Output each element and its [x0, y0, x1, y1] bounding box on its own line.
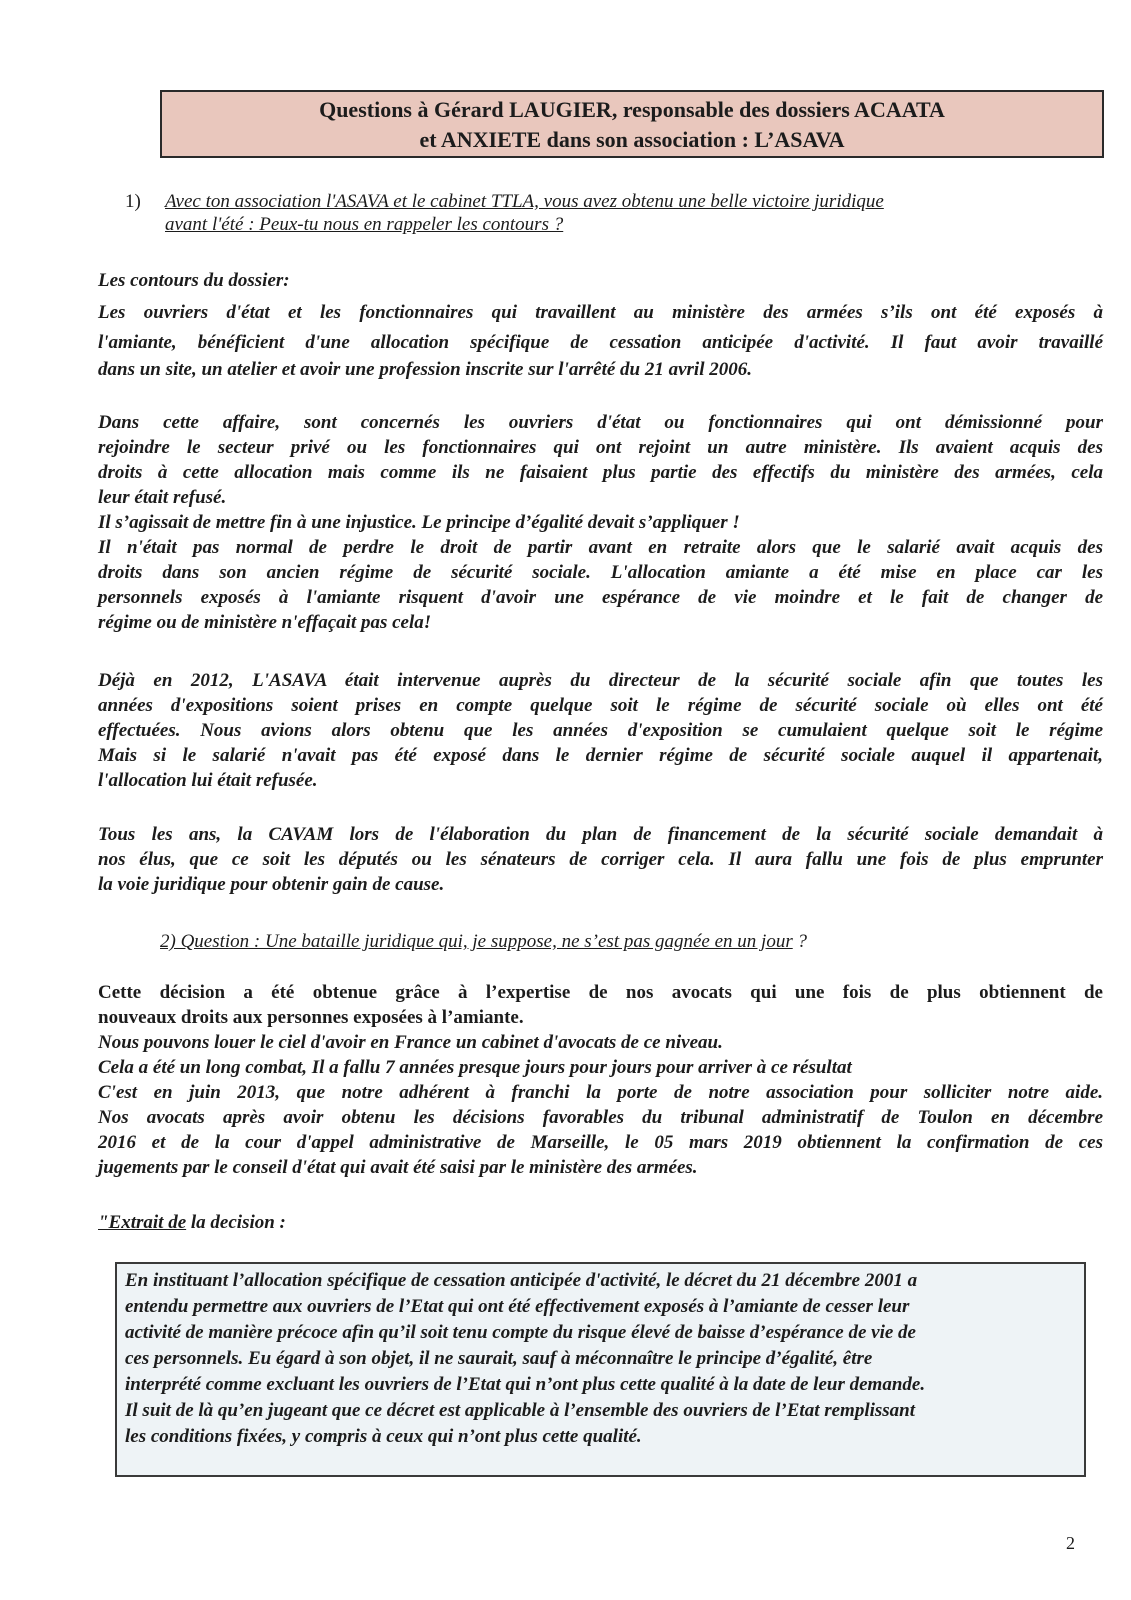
extract-heading-underlined: "Extrait de — [98, 1212, 187, 1233]
quote-line: En instituant l’allocation spécifique de cessation anticipée d'activité, le décret du 21 décembre 2001 a — [125, 1270, 918, 1291]
paragraph-line: 2016 et de la cour d'appel administrative de Marseille, le 05 mars 2019 obtiennent la confirmation de ces — [98, 1132, 1103, 1153]
paragraph-line: Nos avocats après avoir obtenu les décisions favorables du tribunal administratif de Toulon en décembre — [98, 1107, 1103, 1128]
question-1-text — [165, 190, 884, 236]
quote-line: Il suit de là qu’en jugeant que ce décret est applicable à l’ensemble des ouvriers de l’Etat remplissant — [125, 1400, 916, 1421]
contours-heading: Les contours du dossier: — [98, 270, 290, 291]
answer-2 — [98, 980, 1103, 1180]
paragraph-1 — [98, 297, 1103, 382]
quote-line: les conditions fixées, y compris à ceux qui n’ont plus cette qualité. — [125, 1426, 642, 1447]
paragraph-line: droits dans son ancien régime de sécurité sociale. L'allocation amiante a été mise en place car les — [98, 562, 1103, 583]
paragraph-line: l'amiante, bénéficient d'une allocation spécifique de cessation anticipée d'activité. Il faut avoir travaillé — [98, 332, 1103, 353]
paragraph-line: Mais si le salarié n'avait pas été exposé dans le dernier régime de sécurité sociale auquel il appartenait, — [98, 745, 1103, 766]
paragraph-line: nos élus, que ce soit les députés ou les sénateurs de corriger cela. Il aura fallu une fois de plus emprunter — [98, 849, 1103, 870]
quote-line: activité de manière précoce afin qu’il soit tenu compte du risque élevé de baisse d’espérance de vie de — [125, 1322, 916, 1343]
paragraph-line: jugements par le conseil d'état qui avait été saisi par le ministère des armées. — [98, 1157, 698, 1178]
extract-heading-rest: la decision : — [186, 1212, 286, 1233]
paragraph-line: rejoindre le secteur privé ou les fonctionnaires qui ont rejoint un autre ministère. Ils avaient acquis des — [98, 437, 1103, 458]
paragraph-line: Il s’agissait de mettre fin à une injustice. Le principe d’égalité devait s’appliquer ! — [98, 512, 740, 533]
paragraph-line: droits à cette allocation mais comme ils ne faisaient plus partie des effectifs du ministère des armées, cela — [98, 462, 1103, 483]
paragraph-line: Cela a été un long combat, Il a fallu 7 années presque jours pour jours pour arriver à ce résultat — [98, 1057, 852, 1078]
quote-line: interprété comme excluant les ouvriers de l’Etat qui n’ont plus cette qualité à la date de leur demande. — [125, 1374, 926, 1395]
question-2 — [160, 930, 807, 953]
paragraph-line: Nous pouvons louer le ciel d'avoir en France un cabinet d'avocats de ce niveau. — [98, 1032, 723, 1053]
quote-line: ces personnels. Eu égard à son objet, il ne saurait, sauf à méconnaître le principe d’égalité, être — [125, 1348, 873, 1369]
paragraph-line: C'est en juin 2013, que notre adhérent à franchi la porte de notre association pour solliciter notre aide. — [98, 1082, 1103, 1103]
decision-quote-box — [115, 1262, 1086, 1477]
quote-line: entendu permettre aux ouvriers de l’Etat qui ont été effectivement exposés à l’amiante de cesser leur — [125, 1296, 910, 1317]
paragraph-line: effectuées. Nous avions alors obtenu que les années d'exposition se cumulaient quelque soit le régime — [98, 720, 1103, 741]
paragraph-line: leur était refusé. — [98, 487, 227, 508]
paragraph-line: régime ou de ministère n'effaçait pas cela! — [98, 612, 432, 633]
question-2-text: 2) Question : Une bataille juridique qui, je suppose, ne s’est pas gagnée en un jour — [160, 931, 793, 952]
page-number: 2 — [1066, 1533, 1075, 1553]
paragraph-2 — [98, 410, 1103, 635]
paragraph-line: Il n'était pas normal de perdre le droit de partir avant en retraite alors que le salarié avait acquis des — [98, 537, 1103, 558]
paragraph-3 — [98, 668, 1103, 793]
question-2-mark: ? — [792, 931, 807, 952]
title-line-1: Questions à Gérard LAUGIER, responsable des dossiers ACAATA — [319, 97, 945, 122]
title-box — [160, 90, 1104, 158]
question-1-line: avant l'été : Peux-tu nous en rappeler les contours ? — [165, 214, 564, 235]
paragraph-line: Déjà en 2012, L'ASAVA était intervenue auprès du directeur de la sécurité sociale afin que toutes les — [98, 670, 1103, 691]
paragraph-line: l'allocation lui était refusée. — [98, 770, 318, 791]
paragraph-line: personnels exposés à l'amiante risquent d'avoir une espérance de vie moindre et le fait de changer de — [98, 587, 1103, 608]
question-1-number: 1) — [125, 191, 141, 212]
paragraph-line: dans un site, un atelier et avoir une profession inscrite sur l'arrêté du 21 avril 2006. — [98, 359, 752, 380]
paragraph-line: nouveaux droits aux personnes exposées à l’amiante. — [98, 1007, 524, 1028]
paragraph-line: années d'expositions soient prises en compte quelque soit le régime de sécurité sociale où elles ont été — [98, 695, 1103, 716]
paragraph-line: Cette décision a été obtenue grâce à l’expertise de nos avocats qui une fois de plus obtiennent de — [98, 982, 1103, 1003]
paragraph-line: la voie juridique pour obtenir gain de cause. — [98, 874, 445, 895]
paragraph-line: Les ouvriers d'état et les fonctionnaires qui travaillent au ministère des armées s’ils ont été exposés à — [98, 302, 1103, 323]
question-1-line: Avec ton association l'ASAVA et le cabinet TTLA, vous avez obtenu une belle victoire juridique — [165, 191, 884, 212]
paragraph-line: Tous les ans, la CAVAM lors de l'élaboration du plan de financement de la sécurité sociale demandait à — [98, 824, 1103, 845]
paragraph-4 — [98, 822, 1103, 897]
paragraph-line: Dans cette affaire, sont concernés les ouvriers d'état ou fonctionnaires qui ont démissionné pour — [98, 412, 1103, 433]
extract-heading — [98, 1212, 286, 1234]
title-line-2: et ANXIETE dans son association : L’ASAVA — [419, 127, 845, 152]
